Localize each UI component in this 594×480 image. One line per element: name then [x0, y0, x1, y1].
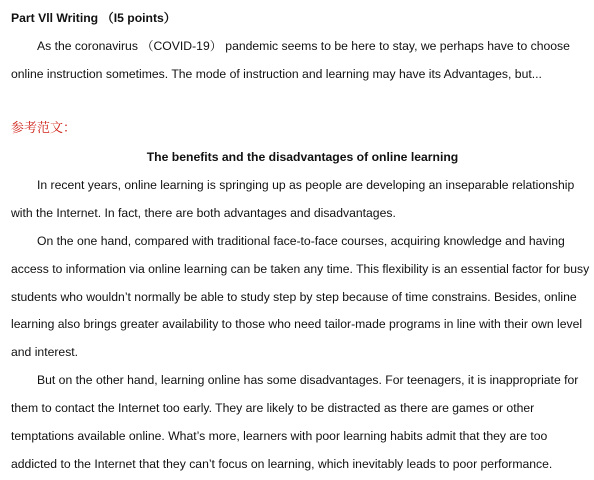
paragraph-2-line-5: and interest. — [11, 345, 79, 359]
paragraph-1-line-2: with the Internet. In fact, there are both advantages and disadvantages. — [11, 206, 396, 220]
paragraph-3-line-4: addicted to the Internet that they can’t focus on learning, which inevitably leads to poor performance. — [11, 457, 553, 471]
prompt-line-2: online instruction sometimes. The mode of instruction and learning may have its Advantages, but... — [11, 67, 542, 81]
paragraph-3-line-3: temptations available online. What’s more, learners with poor learning habits admit that they are too — [11, 429, 548, 443]
prompt-line-1: As the coronavirus （COVID-19） pandemic seems to be here to stay, we perhaps have to choose — [37, 39, 570, 53]
paragraph-3-line-1: But on the other hand, learning online has some disadvantages. For teenagers, it is inappropriate for — [37, 373, 579, 387]
paragraph-3-line-2: them to contact the Internet too early. They are likely to be distracted as there are games or other — [11, 401, 535, 415]
paragraph-2-line-3: students who wouldn’t normally be able to study step by step because of time constrains. Besides, online — [11, 290, 577, 304]
section-heading: Part Vll Writing （I5 points） — [11, 11, 176, 25]
paragraph-2-line-1: On the one hand, compared with traditional face-to-face courses, acquiring knowledge and having — [37, 234, 565, 248]
sample-essay-label: 参考范文： — [11, 121, 77, 136]
paragraph-1-line-1: In recent years, online learning is springing up as people are developing an inseparable relationship — [37, 178, 575, 192]
essay-title: The benefits and the disadvantages of online learning — [146, 150, 459, 164]
paragraph-2-line-4: learning also brings greater availability to those who need tailor-made programs in line with their own level — [11, 317, 583, 331]
paragraph-2-line-2: access to information via online learning can be taken any time. This flexibility is an essential factor for busy — [11, 262, 590, 276]
